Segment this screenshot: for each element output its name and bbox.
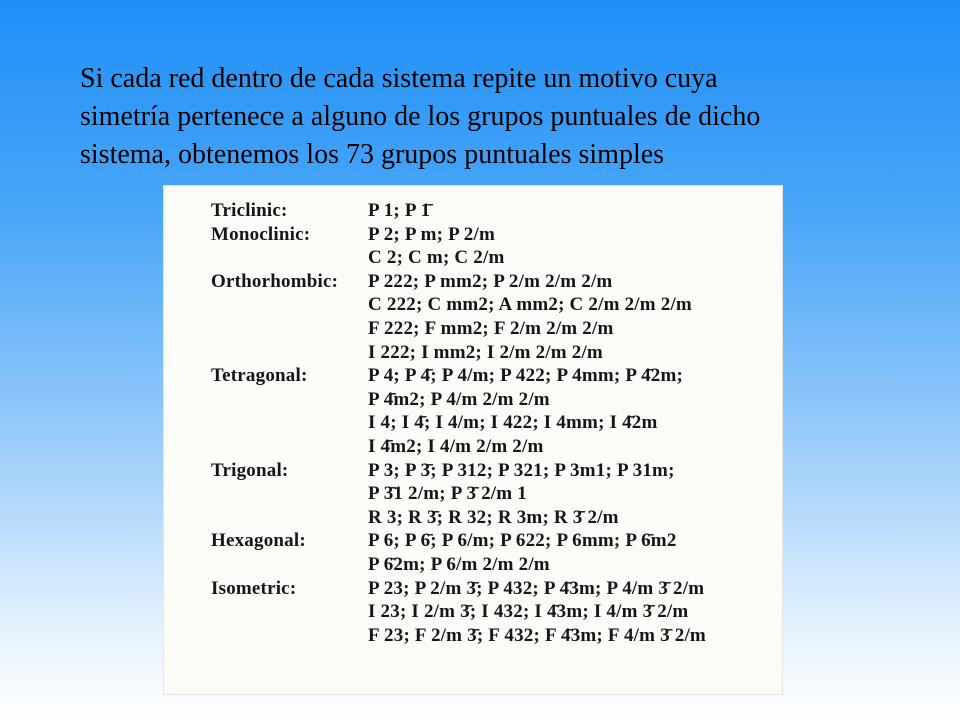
crystal-system-label: Trigonal: [211, 459, 289, 481]
point-group-list: R 3; R 3̄; R 32; R 3m; R 3̄ 2/m [368, 506, 619, 528]
table-row [163, 435, 783, 458]
crystal-system-label: Isometric: [211, 577, 297, 599]
table-row [163, 529, 783, 552]
table-row [163, 293, 783, 316]
caption-line-3: sistema, obtenemos los 73 grupos puntuales simples [80, 139, 665, 170]
point-group-list: I 23; I 2/m 3̄; I 432; I 4̄3m; I 4/m 3̄ 2/m [368, 601, 689, 623]
table-row [163, 459, 783, 482]
table-row [163, 388, 783, 411]
table-row [163, 223, 783, 246]
point-group-list: P 6̄2m; P 6/m 2/m 2/m [368, 554, 550, 575]
point-group-list: P 6; P 6̄; P 6/m; P 622; P 6mm; P 6̄m2 [368, 530, 677, 552]
caption-line-1: Si cada red dentro de cada sistema repite un motivo cuya [80, 63, 718, 94]
point-group-list: P 1; P 1̄ [368, 200, 431, 221]
table-row [163, 624, 783, 647]
crystal-system-label: Orthorhombic: [211, 270, 339, 292]
point-group-list: F 222; F mm2; F 2/m 2/m 2/m [368, 318, 614, 339]
table-row [163, 270, 783, 293]
crystal-system-label: Tetragonal: [211, 365, 308, 387]
table-row [163, 364, 783, 387]
crystal-system-label: Hexagonal: [211, 530, 306, 552]
point-group-list: C 2; C m; C 2/m [368, 247, 505, 269]
point-group-list: P 2; P m; P 2/m [368, 223, 496, 245]
point-group-list: P 3; P 3̄; P 312; P 321; P 3m1; P 31m; [368, 459, 675, 481]
table-row [163, 246, 783, 269]
point-group-list: P 4̄m2; P 4/m 2/m 2/m [368, 388, 550, 410]
crystal-system-label: Triclinic: [211, 200, 288, 221]
table-row [163, 577, 783, 600]
caption-text [80, 60, 900, 174]
point-group-list: F 23; F 2/m 3̄; F 432; F 4̄3m; F 4/m 3̄ 2/m [368, 624, 706, 646]
table-row [163, 411, 783, 434]
point-group-list: I 4; I 4̄; I 4/m; I 422; I 4mm; I 4̄2m [368, 412, 658, 434]
table-row [163, 553, 783, 576]
table-row [163, 482, 783, 505]
point-group-list: I 4̄m2; I 4/m 2/m 2/m [368, 436, 544, 457]
table-row [163, 506, 783, 529]
point-group-list: P 222; P mm2; P 2/m 2/m 2/m [368, 270, 613, 292]
crystal-system-label: Monoclinic: [211, 223, 311, 245]
point-group-list: P 23; P 2/m 3̄; P 432; P 4̄3m; P 4/m 3̄ 2/m [368, 577, 705, 599]
caption-line-2: simetría pertenece a alguno de los grupos puntuales de dicho [80, 101, 761, 132]
point-groups-table-scan [163, 185, 783, 695]
table-row [163, 341, 783, 364]
table-row [163, 600, 783, 623]
table-row [163, 199, 783, 222]
point-group-list: P 4; P 4̄; P 4/m; P 422; P 4mm; P 4̄2m; [368, 365, 684, 387]
point-group-list: P 3̄1 2/m; P 3̄ 2/m 1 [368, 483, 527, 505]
point-group-list: I 222; I mm2; I 2/m 2/m 2/m [368, 341, 603, 363]
point-group-list: C 222; C mm2; A mm2; C 2/m 2/m 2/m [368, 294, 692, 316]
table-row [163, 317, 783, 340]
